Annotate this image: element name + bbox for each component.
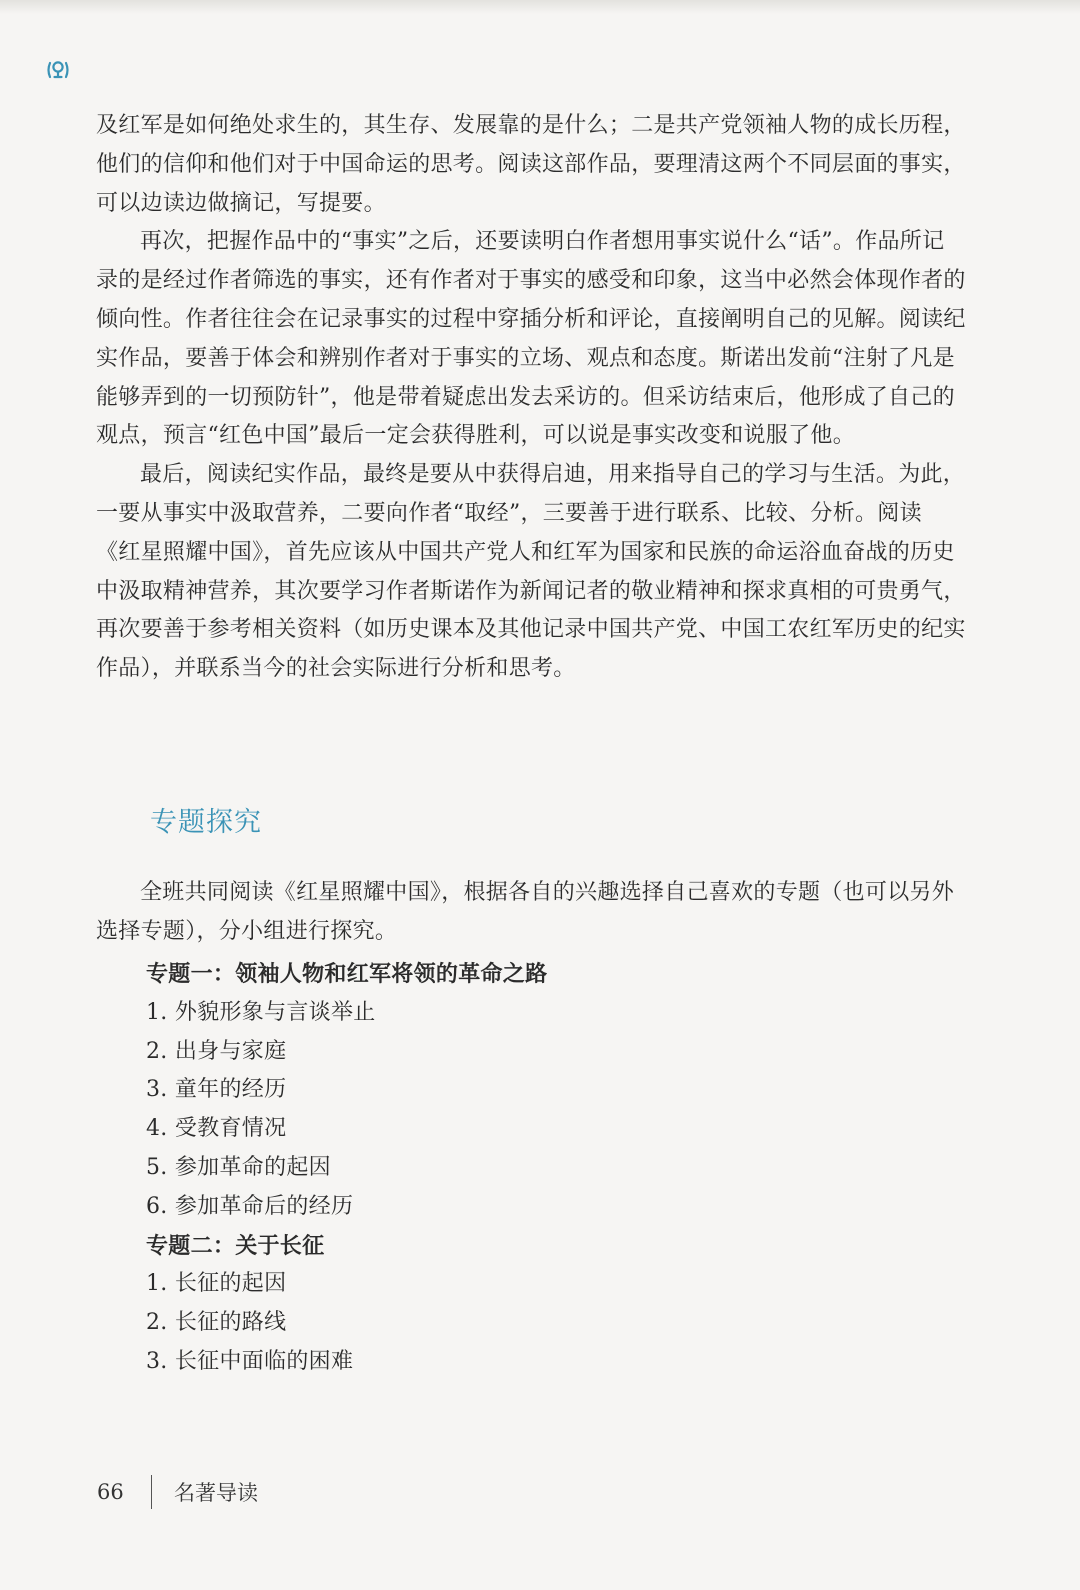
topic-list [146,955,966,1382]
topic-title: 专题一：领袖人物和红军将领的革命之路 [146,961,548,987]
list-item: 1. 长征的起因 [146,1271,287,1297]
list-item: 1. 外貌形象与言谈举止 [146,999,376,1025]
section-heading: 专题探究 [150,807,262,838]
book-lamp-icon [45,57,71,83]
list-item: 2. 出身与家庭 [146,1038,287,1064]
page-top-shadow [0,0,1080,14]
page-footer [97,1472,258,1512]
list-item: 6. 参加革命后的经历 [146,1193,354,1219]
list-item: 4. 受教育情况 [146,1116,287,1142]
paragraph-inspiration: 最后，阅读纪实作品，最终是要从中获得启迪，用来指导自己的学习与生活。为此，一要从事实中汲取营养，二要向作者“取经”，三要善于进行联系、比较、分析。阅读《红星照耀中国》，首先应该从中国共产党人和红军为国家和民族的命运浴血奋战的历史中汲取精神营养，其次要学习作者斯诺作为新闻记者的敬业精神和探求真相的可贵勇气，再次要善于参考相关资料（如历史课本及其他记录中国共产党、中国工农红军历史的纪实作品），并联系当今的社会实际进行分析和思考。 [96,462,966,682]
list-item: 2. 长征的路线 [146,1310,287,1336]
topic-title: 专题二：关于长征 [146,1232,325,1259]
list-item: 3. 长征中面临的困难 [146,1348,354,1374]
main-body-text [96,107,966,689]
footer-divider [151,1475,152,1509]
paragraph-continuation: 及红军是如何绝处求生的，其生存、发展靠的是什么；二是共产党领袖人物的成长历程，他们的信仰和他们对于中国命运的思考。阅读这部作品，要理清这两个不同层面的事实，可以边读边做摘记，写提要。 [96,113,966,216]
page-number: 66 [97,1480,124,1504]
book-title: 名著导读 [174,1481,258,1505]
section-intro: 全班共同阅读《红星照耀中国》，根据各自的兴趣选择自己喜欢的专题（也可以另外选择专题），分小组进行探究。 [96,880,955,944]
list-item: 3. 童年的经历 [146,1077,287,1103]
list-item: 5. 参加革命的起因 [146,1154,331,1180]
paragraph-fact-and-opinion: 再次，把握作品中的“事实”之后，还要读明白作者想用事实说什么“话”。作品所记录的是经过作者筛选的事实，还有作者对于事实的感受和印象，这当中必然会体现作者的倾向性。作者往往会在记录事实的过程中穿插分析和评论，直接阐明自己的见解。阅读纪实作品，要善于体会和辨别作者对于事实的立场、观点和态度。斯诺出发前“注射了凡是能够弄到的一切预防针”，他是带着疑虑出发去采访的。但采访结束后，他形成了自己的观点，预言“红色中国”最后一定会获得胜利，可以说是事实改变和说服了他。 [96,229,966,449]
